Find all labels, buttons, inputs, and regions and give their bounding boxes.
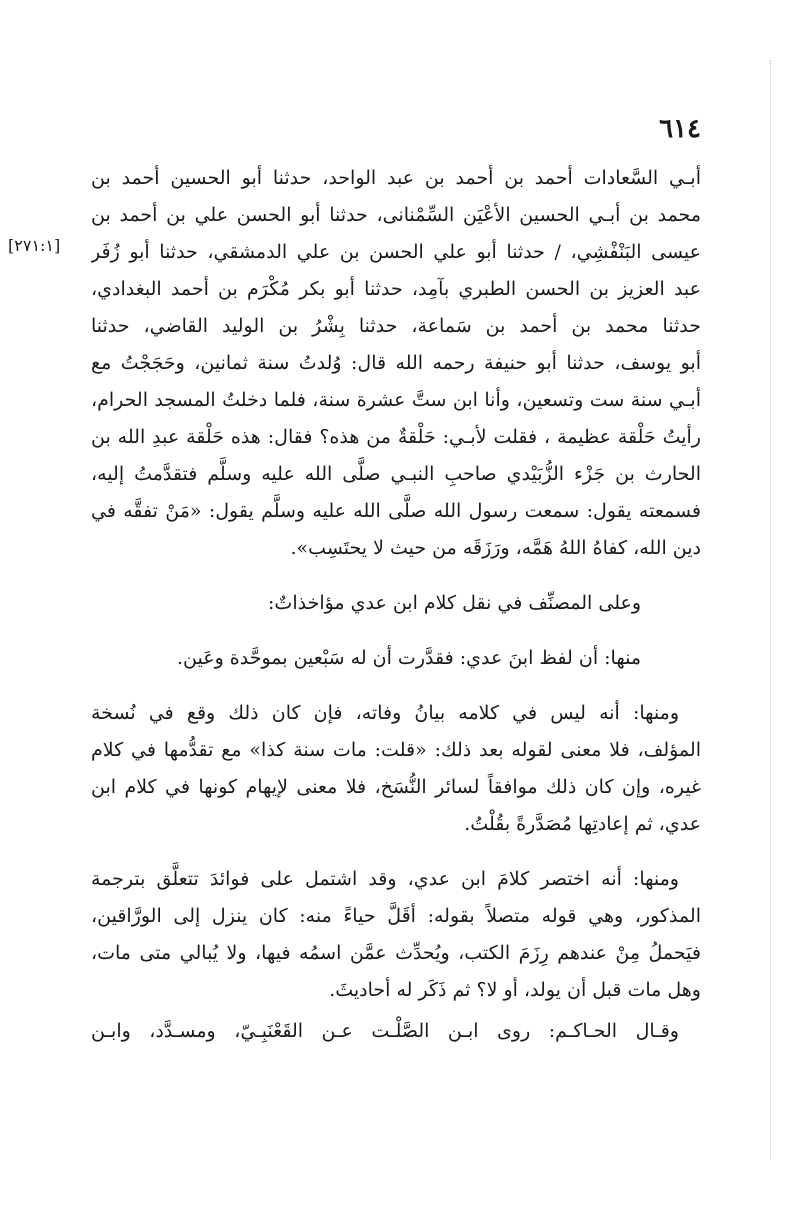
text-line: أبو يوسف، حدثنا أبو حنيفة رحمه الله قال: وُلدتُ سنة ثمانين، وحَجَجْتُ مع bbox=[91, 352, 701, 374]
paragraph-objections-heading bbox=[91, 585, 701, 622]
text-line: عيسى البَنْفْشِي، / حدثنا أبو علي الحسن بن علي الدمشقي، حدثنا أبو زُفَر bbox=[91, 241, 701, 263]
text-line: أبـي سنة ست وتسعين، وأنا ابن ستَّ عشرة سنة، فلما دخلتُ المسجد الحرام، bbox=[91, 389, 701, 411]
text-line: فسمعته يقول: سمعت رسول الله صلَّى الله عليه وسلَّم يقول: «مَنْ تفقَّه في bbox=[91, 500, 701, 522]
text-line: ومنها: أنه اختصر كلامَ ابن عدي، وقد اشتمل على فوائدَ تتعلَّق بترجمة bbox=[91, 868, 679, 890]
paragraph-objection-3 bbox=[91, 861, 701, 1009]
text-line: محمد بن أبـي الحسين الأعْيَن السِّمْنانى، حدثنا أبو الحسن علي بن أحمد بن bbox=[91, 204, 701, 226]
text-line: وهل مات قبل أن يولد، أو لا؟ ثم ذَكَر له أحاديثَ. bbox=[329, 979, 701, 1001]
text-line: فيَحملُ مِنْ عندهم رِزَمَ الكتب، ويُحدِّث عمَّن اسمُه فيها، ولا يُبالي متى مات، bbox=[91, 942, 701, 964]
text-line: وقـال الحـاكـم: روى ابـن الصَّلْـت عـن القَعْنَبِـيّ، ومسـدَّد، وابـن bbox=[91, 1020, 679, 1042]
text-line: وعلى المصنِّف في نقل كلام ابن عدي مؤاخذاتٌ: bbox=[268, 592, 641, 614]
paragraph-objection-2 bbox=[91, 695, 701, 843]
text-line: رأيتُ حَلْقة عظيمة ، فقلت لأبـي: حَلْقةٌ من هذه؟ فقال: هذه حَلْقة عبدِ الله بن bbox=[91, 426, 701, 448]
text-line: المذكور، وهي قوله متصلاً بقوله: أقَلَّ حياءً منه: كان ينزل إلى الورَّاقين، bbox=[91, 905, 701, 927]
margin-reference-note: [٢٧١:١] bbox=[8, 236, 61, 255]
paragraph-objection-1 bbox=[91, 640, 701, 677]
page-number: ٦١٤ bbox=[659, 114, 701, 144]
text-line: المؤلف، فلا معنى لقوله بعد ذلك: «قلت: مات سنة كذا» مع تقدُّمها في كلام bbox=[91, 739, 701, 761]
text-line: عبد العزيز بن الحسن الطبري بآمِد، حدثنا أبو بكر مُكْرَم بن أحمد البغدادي، bbox=[91, 278, 701, 300]
text-line: عدي، ثم إعادتِها مُصَدَّرةً بقُلْتُ. bbox=[464, 813, 701, 835]
text-line: ومنها: أنه ليس في كلامه بيانُ وفاته، فإن كان ذلك وقع في نُسخة bbox=[91, 702, 679, 724]
paragraph-narration bbox=[91, 160, 701, 567]
main-text-block bbox=[91, 160, 701, 1050]
text-line: حدثنا محمد بن أحمد بن سَماعة، حدثنا بِشْرُ بن الوليد القاضي، حدثنا bbox=[91, 315, 701, 337]
text-line: أبـي السَّعادات أحمد بن أحمد بن عبد الواحد، حدثنا أبو الحسين أحمد بن bbox=[91, 167, 701, 189]
text-line: منها: أن لفظ ابنَ عدي: فقدَّرت أن له سَبْعين بموحَّدة وعَين. bbox=[177, 647, 641, 669]
text-line: دين الله، كفاهُ اللهُ هَمَّه، ورَزَقَه من حيث لا يحتَسِب». bbox=[290, 537, 701, 559]
binding-margin-dots bbox=[770, 60, 775, 1160]
text-line: غيره، وإن كان ذلك موافقاً لسائر النُّسَخ، فلا معنى لإيهام كونها في كلام ابن bbox=[91, 776, 701, 798]
text-line: الحارث بن جَزْء الزُّبَيْدي صاحبِ النبـي صلَّى الله عليه وسلَّم فتقدَّمتُ إليه، bbox=[91, 463, 701, 485]
paragraph-hakim-statement bbox=[91, 1013, 701, 1050]
